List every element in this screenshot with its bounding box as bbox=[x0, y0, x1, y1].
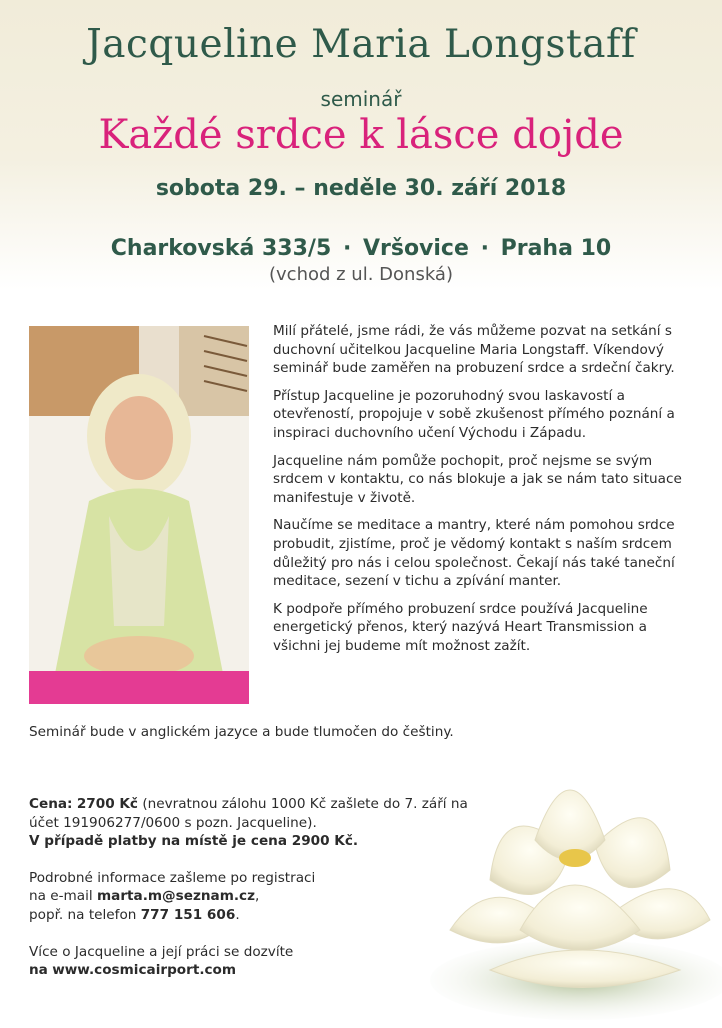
paragraph-meditation: Naučíme se meditace a mantry, které nám pomohou srdce probudit, zjistíme, proč je vědomý kontakt s naším srdcem důležitý pro nás i celou společnost. Čekají nás také taneční meditace, sezení v tichu a zpívání manter. bbox=[273, 517, 675, 590]
seminar-dates: sobota 29. – neděle 30. září 2018 bbox=[155, 176, 567, 201]
more-info-text: Více o Jacqueline a její práci se dozvíte bbox=[29, 943, 294, 960]
lotus-flower-image bbox=[430, 730, 722, 1024]
address-street: Charkovská 333/5 bbox=[110, 236, 332, 261]
language-note: Seminář bude v anglickém jazyce a bude tlumočen do češtiny. bbox=[29, 724, 454, 740]
deposit-note: (nevratnou zálohu 1000 Kč zašlete do 7. září na účet 191906277/0600 s pozn. Jacqueline). bbox=[29, 796, 468, 831]
onsite-price-note: V případě platby na místě je cena 2900 Kč. bbox=[29, 833, 359, 850]
speaker-photo bbox=[29, 326, 249, 704]
paragraph-approach: Přístup Jacqueline je pozoruhodný svou laskavostí a otevřeností, propojuje v sobě zkušenost přímého poznání a inspiraci duchovního učení Východu i Západu. bbox=[273, 387, 675, 441]
contact-phone[interactable]: 777 151 606 bbox=[140, 906, 236, 923]
email-suffix: , bbox=[255, 888, 260, 905]
more-info bbox=[29, 943, 469, 980]
phone-prefix: popř. na telefon bbox=[29, 906, 137, 923]
paragraph-invitation: Milí přátelé, jsme rádi, že vás můžeme pozvat na setkání s duchovní učitelkou Jacqueline Maria Longstaff. Víkendový seminář bude zaměřen na probuzení srdce a srdeční čakry. bbox=[273, 323, 675, 377]
address-city: Praha 10 bbox=[500, 236, 612, 261]
contact-info bbox=[29, 869, 469, 925]
paragraph-heart-transmission: K podpoře přímého probuzení srdce používá Jacqueline energetický přenos, který nazývá Heart Transmission a všichni jej budeme mít možnost zažít. bbox=[273, 600, 648, 654]
venue-entrance: (vchod z ul. Donská) bbox=[269, 264, 453, 285]
venue-address bbox=[0, 236, 722, 261]
paragraph-understanding: Jacqueline nám pomůže pochopit, proč nejsme se svým srdcem v kontaktu, co nás blokuje a jak se nám tato situace manifestuje v životě. bbox=[273, 452, 682, 506]
website-prefix: na bbox=[29, 962, 48, 979]
address-district: Vršovice bbox=[362, 236, 469, 261]
address-separator: · bbox=[480, 236, 489, 261]
contact-email-link[interactable]: marta.m@seznam.cz bbox=[97, 888, 256, 905]
seminar-title: Každé srdce k lásce dojde bbox=[98, 112, 624, 158]
price-amount: 2700 Kč bbox=[76, 796, 138, 812]
price-label: Cena: bbox=[29, 796, 73, 812]
phone-suffix: . bbox=[235, 906, 240, 923]
price-info bbox=[29, 795, 469, 851]
practical-info bbox=[29, 795, 469, 998]
website-link[interactable]: www.cosmicairport.com bbox=[52, 962, 237, 979]
email-prefix: na e-mail bbox=[29, 888, 93, 905]
speaker-name: Jacqueline Maria Longstaff bbox=[86, 22, 636, 67]
registration-note: Podrobné informace zašleme po registraci bbox=[29, 869, 316, 886]
seminar-label: seminář bbox=[320, 87, 402, 111]
description bbox=[273, 322, 698, 665]
address-separator: · bbox=[342, 236, 352, 261]
